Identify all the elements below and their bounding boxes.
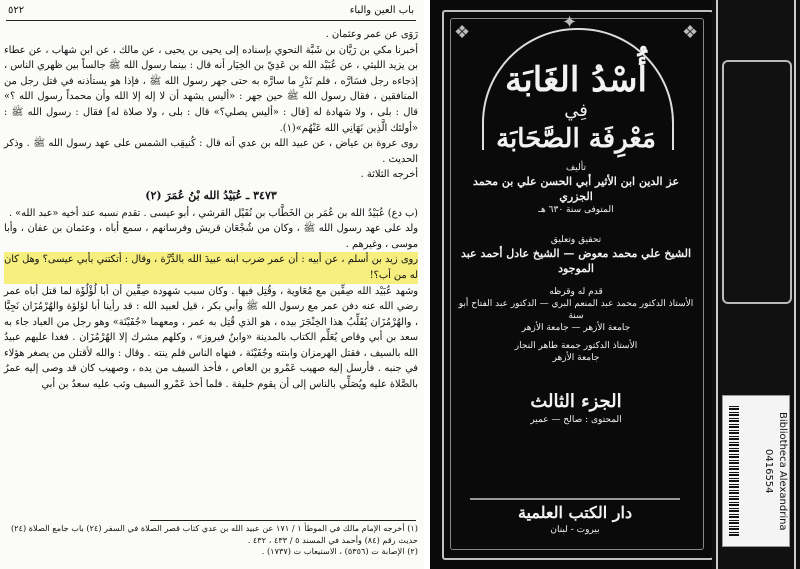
library-name: Bibliotheca Alexandrina <box>777 411 788 531</box>
paragraph: رَوَى عن عمر وعثمان . <box>325 29 418 40</box>
spine-ornament <box>722 60 792 304</box>
cover-presented-label: قدم له وقرظه <box>549 287 603 297</box>
corner-ornament-icon: ❖ <box>454 22 471 43</box>
paragraph: روى عروة بن عياض ، عن عبيد الله بن عدي أنه قال : كُنيقِب الشمس على عهد رسول الله ﷺ . وذكر الحديث . <box>4 138 418 165</box>
cover-publisher: دار الكتب العلمية <box>517 503 633 522</box>
cover-publisher-block <box>470 498 680 542</box>
running-head: باب العين والباء <box>349 5 414 16</box>
cover-reviewers: الأستاذ الدكتور محمد عبد المنعم البري — الدكتور عبد الفتاح أبو سنة <box>458 299 694 321</box>
cover-authored-by: تأليف <box>565 163 587 173</box>
cover-reviewers-affiliation: جامعة الأزهر — جامعة الأزهر <box>521 323 631 333</box>
spine-line <box>716 0 718 569</box>
footnotes <box>4 523 418 558</box>
cover-author: عز الدين ابن الأثير أبي الحسن علي بن محمد الجزري <box>472 175 680 203</box>
highlighted-paragraph: روى زيد بن أسلم ، عن أبيه : أن عمر ضرب ابنه عبيدَ الله بالدِّرَّة ، وقال : أتكتني بأبي عيسى؟ وهل كان له من أب؟! <box>4 252 418 283</box>
footnote-divider <box>150 520 416 521</box>
footnote: (٢) الإصابة ت (٥٣٥٦) ، الاستيعاب ت (١٧٣٧) . <box>261 546 418 557</box>
book-cover <box>430 0 800 569</box>
cover-title-fi: فِي <box>564 100 588 121</box>
cover-reviewer-3-affiliation: جامعة الأزهر <box>552 353 600 363</box>
cover-editors: الشيخ علي محمد معوض — الشيخ عادل أحمد عبد الموجود <box>460 247 692 275</box>
cover-reviewer-3: الأستاذ الدكتور جمعة طاهر النجار <box>514 341 638 351</box>
paragraph: أخرجه الثلاثة . <box>360 169 418 181</box>
cover-publisher-location: بيروت - لبنان <box>550 525 600 535</box>
cover-editing-label: تحقيق وتعليق <box>550 235 602 245</box>
cover-subtitle: مَعْرِفَة الصَّحَابَة <box>496 124 656 154</box>
library-label-text <box>723 396 789 546</box>
paragraph: ولد على عهد رسول الله ﷺ ، وكان من شُجْعَان قريش وفرسانهم ، سمع أباه ، وعثمان بن عفان ، وأبا موسى ، وغيرهم . <box>4 223 418 250</box>
cover-death-year: المتوفى سنة ٦٣٠ هـ <box>538 205 614 215</box>
page-body <box>4 27 418 393</box>
cover-title: أُسْدُ الغَابَة <box>505 60 647 100</box>
book-spine <box>712 0 800 569</box>
entry-title: ٣٤٧٣ ـ عُبَيْدُ الله بْنُ عُمَرَ (٢) <box>145 188 277 202</box>
cover-volume: الجزء الثالث <box>530 391 622 412</box>
page-header <box>6 3 416 21</box>
page-number: ٥٢٢ <box>8 5 25 16</box>
paragraph: وشهد عُبَيْد الله صِفِّين مع مُعَاوية ، وقُتِل فيها . وكان سبب شهوده صِفِّين أن أبا لُؤْلُؤَة لما قتل أباه عمر رضي الله عنه دفن عمر مع رسول الله ﷺ وأبي بكر ، قيل لعبيد الله : قد رأينا أبا لؤلؤة والهُرْمُزَان نَجِيَّا ، والهُرْمُزَان يُقَلِّبُ هذا الخِنْجَرَ بيده ، هو الذي قُتِل به عمر ، ومعهما «جُفَيْنَة» وهو رجل من العباد جاء به سعد بن أبي وقاص يُعَلِّم الكتاب بالمدينة «وابنُ فيروز» ، وكلهم مشرك إلا الهُرْمُزَان . فغدا عليهم عبيدُ الله بالسيف ، فقتل الهرمزان وابنته وجُفَيْنَة ، فنهاه الناس فلم ينته . وقال : والله لأقتلن من يصغر هؤلاء في جنبه . فأرسل إليه صهيب عَمْرو بن العاص ، فأخذ السيف من يده ، وصهيب كان قد وصى إليه عمرُ بالصَّلاة عليه ويُصَلِّي بالناس إلى أن يقوم خليفة . فلما أخذ عَمْرو السيف وثب عليه سعدُ بن أبي <box>4 285 418 391</box>
spine-line <box>794 0 796 569</box>
ornament-icon: ✦ <box>562 12 578 33</box>
paragraph: أخبرنا مكي بن رَيَّان بن شَبَّة النحوي بإسناده إلى يحيى بن يحيى ، عن مالك ، عن ابن شهاب ، عن عطاء بن يزيد الليثي ، عن عُبَيْد الله بن عَدِيّ بن الخِيَار أنه قال : بينما رسول الله ﷺ جالساً بين ظهري الناس ، إذجاءه رجل فسَارَّه ، فلم نَدْرِ ما سارَّه به حتى جهر رسول الله ﷺ ، فإذا هو يستأذنه في قتل رجل من المنافقين ، فقال رسول الله ﷺ حين جهر : «أليس يشهد أن لا إله إلا الله وأن محمداً رسول الله ؟» قال : بلى ، ولا شهادة له [قال : «أليس يصلي؟» قال : بلى ، ولا صلاة له] فقال : رسول الله ﷺ : «أولئك الَّذِين نَهَانِي الله عَنْهُم»(١). <box>4 44 418 134</box>
cover-text <box>458 60 694 426</box>
footnote: (١) أخرجه الإمام مالك في الموطأ ١ / ١٧١ عن عبيد الله بن عدي كتاب قصر الصلاة في السفر (٢٤) باب جامع الصلاة (٢٤) حديث رقم (٨٤) وأحمد في المسند ٥ / ٤٣٣ ، ٤٣٢ . <box>10 523 418 545</box>
paragraph: (ب دع) عُبَيْدُ الله بن عُمَر بن الخَطَّاب بن نُفَيْل القرشي ، أبو عيسى . تقدم نسبه عند أخيه «عبد الله» . <box>8 207 418 219</box>
corner-ornament-icon: ❖ <box>682 22 699 43</box>
cover-volume-contents: المحتوى : صالح — عمير <box>530 415 622 425</box>
barcode-number: 0416554 <box>763 448 774 494</box>
library-label <box>722 395 790 547</box>
